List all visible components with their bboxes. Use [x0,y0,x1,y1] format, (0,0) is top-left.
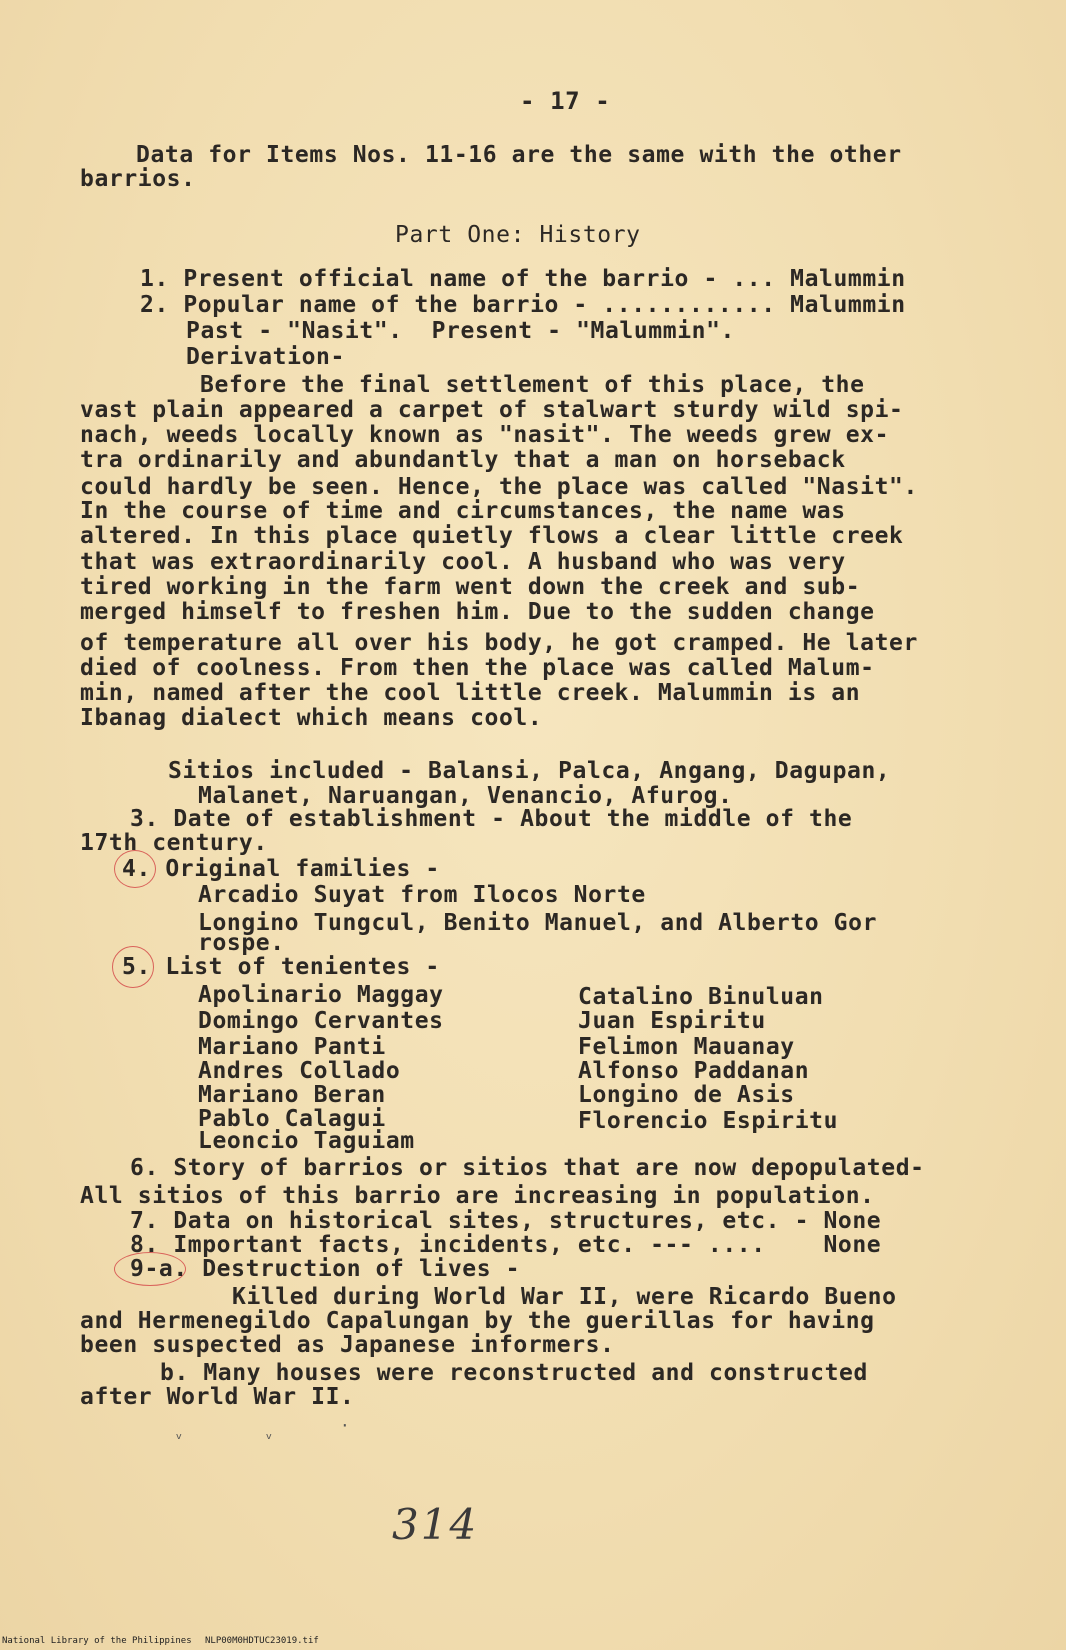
derivation-line-2: vast plain appeared a carpet of stalwart sturdy wild spi- [80,397,904,423]
footer-library-name: National Library of the Philippines [2,1636,192,1646]
item-4-line-1: Arcadio Suyat from Ilocos Norte [198,882,646,908]
item-6-line-1: 6. Story of barrios or sitios that are now depopulated- [130,1155,925,1181]
teniente-left-3: Mariano Panti [198,1034,386,1060]
item-4-line-2: Longino Tungcul, Benito Manuel, and Alberto Gor [198,910,878,936]
teniente-right-6: Florencio Espiritu [578,1108,839,1134]
item-9a-heading: 9-a. Destruction of lives - [130,1256,521,1282]
teniente-right-3: Felimon Mauanay [578,1034,795,1060]
teniente-left-6: Pablo Calagui [198,1106,386,1132]
intro-line-2: barrios. [80,166,196,192]
past-present-names: Past - "Nasit". Present - "Malummin". [186,318,735,344]
teniente-right-2: Juan Espiritu [578,1008,766,1034]
derivation-line-4: tra ordinarily and abundantly that a man on horseback [80,447,846,473]
item-2-popular-name: 2. Popular name of the barrio - ............ Malummin [140,292,906,318]
item-9a-line-2: and Hermenegildo Capalungan by the guerillas for having [80,1308,875,1334]
footer-file-name: NLP00M0HDTUC23019.tif [205,1636,319,1646]
decorative-mark: ᵥ [264,1424,274,1443]
item-8-important-facts: 8. Important facts, incidents, etc. --- .... None [130,1232,882,1258]
handwritten-page-number: 314 [392,1500,479,1549]
derivation-line-11: of temperature all over his body, he got cramped. He later [80,630,918,656]
derivation-line-13: min, named after the cool little creek. Malummin is an [80,680,861,706]
derivation-line-14: Ibanag dialect which means cool. [80,705,543,731]
teniente-right-4: Alfonso Paddanan [578,1058,810,1084]
derivation-line-6: In the course of time and circumstances, the name was [80,498,846,524]
item-9b-line-1: b. Many houses were reconstructed and constructed [160,1360,868,1386]
derivation-label: Derivation- [186,344,345,370]
item-7-historical-sites: 7. Data on historical sites, structures, etc. - None [130,1208,882,1234]
derivation-line-10: merged himself to freshen him. Due to the sudden change [80,599,875,625]
item-9b-line-2: after World War II. [80,1384,355,1410]
teniente-right-5: Longino de Asis [578,1082,795,1108]
intro-line-1: Data for Items Nos. 11-16 are the same with the other [136,142,902,168]
item-9a-line-3: been suspected as Japanese informers. [80,1332,615,1358]
derivation-line-7: altered. In this place quietly flows a clear little creek [80,523,904,549]
derivation-line-9: tired working in the farm went down the creek and sub- [80,574,861,600]
page-number: - 17 - [520,87,611,115]
item-5-heading: 5. List of tenientes - [122,954,440,980]
teniente-left-7: Leoncio Taguiam [198,1128,415,1154]
item-3-line-1: 3. Date of establishment - About the middle of the [130,806,853,832]
item-4-line-3: rospe. [198,930,285,956]
item-6-line-2: All sitios of this barrio are increasing in population. [80,1183,875,1209]
sitios-line-1: Sitios included - Balansi, Palca, Angang, Dagupan, [168,758,891,784]
derivation-line-8: that was extraordinarily cool. A husband who was very [80,549,846,575]
teniente-right-1: Catalino Binuluan [578,984,824,1010]
derivation-line-3: nach, weeds locally known as "nasit". The weeds grew ex- [80,422,890,448]
teniente-left-2: Domingo Cervantes [198,1008,444,1034]
derivation-line-12: died of coolness. From then the place was called Malum- [80,655,875,681]
item-4-heading: 4. Original families - [122,856,440,882]
decorative-mark: · [340,1416,350,1435]
teniente-left-1: Apolinario Maggay [198,982,444,1008]
item-9a-line-1: Killed during World War II, were Ricardo Bueno [232,1284,897,1310]
decorative-mark: ᵥ [174,1424,184,1443]
part-heading: Part One: History [395,222,641,248]
item-3-line-2: 17th century. [80,830,268,856]
sitios-line-2: Malanet, Naruangan, Venancio, Afurog. [198,783,733,809]
derivation-line-1: Before the final settlement of this place, the [200,372,865,398]
item-1-official-name: 1. Present official name of the barrio - ... Malummin [140,266,906,292]
derivation-line-5: could hardly be seen. Hence, the place was called "Nasit". [80,474,918,500]
teniente-left-5: Mariano Beran [198,1082,386,1108]
teniente-left-4: Andres Collado [198,1058,401,1084]
